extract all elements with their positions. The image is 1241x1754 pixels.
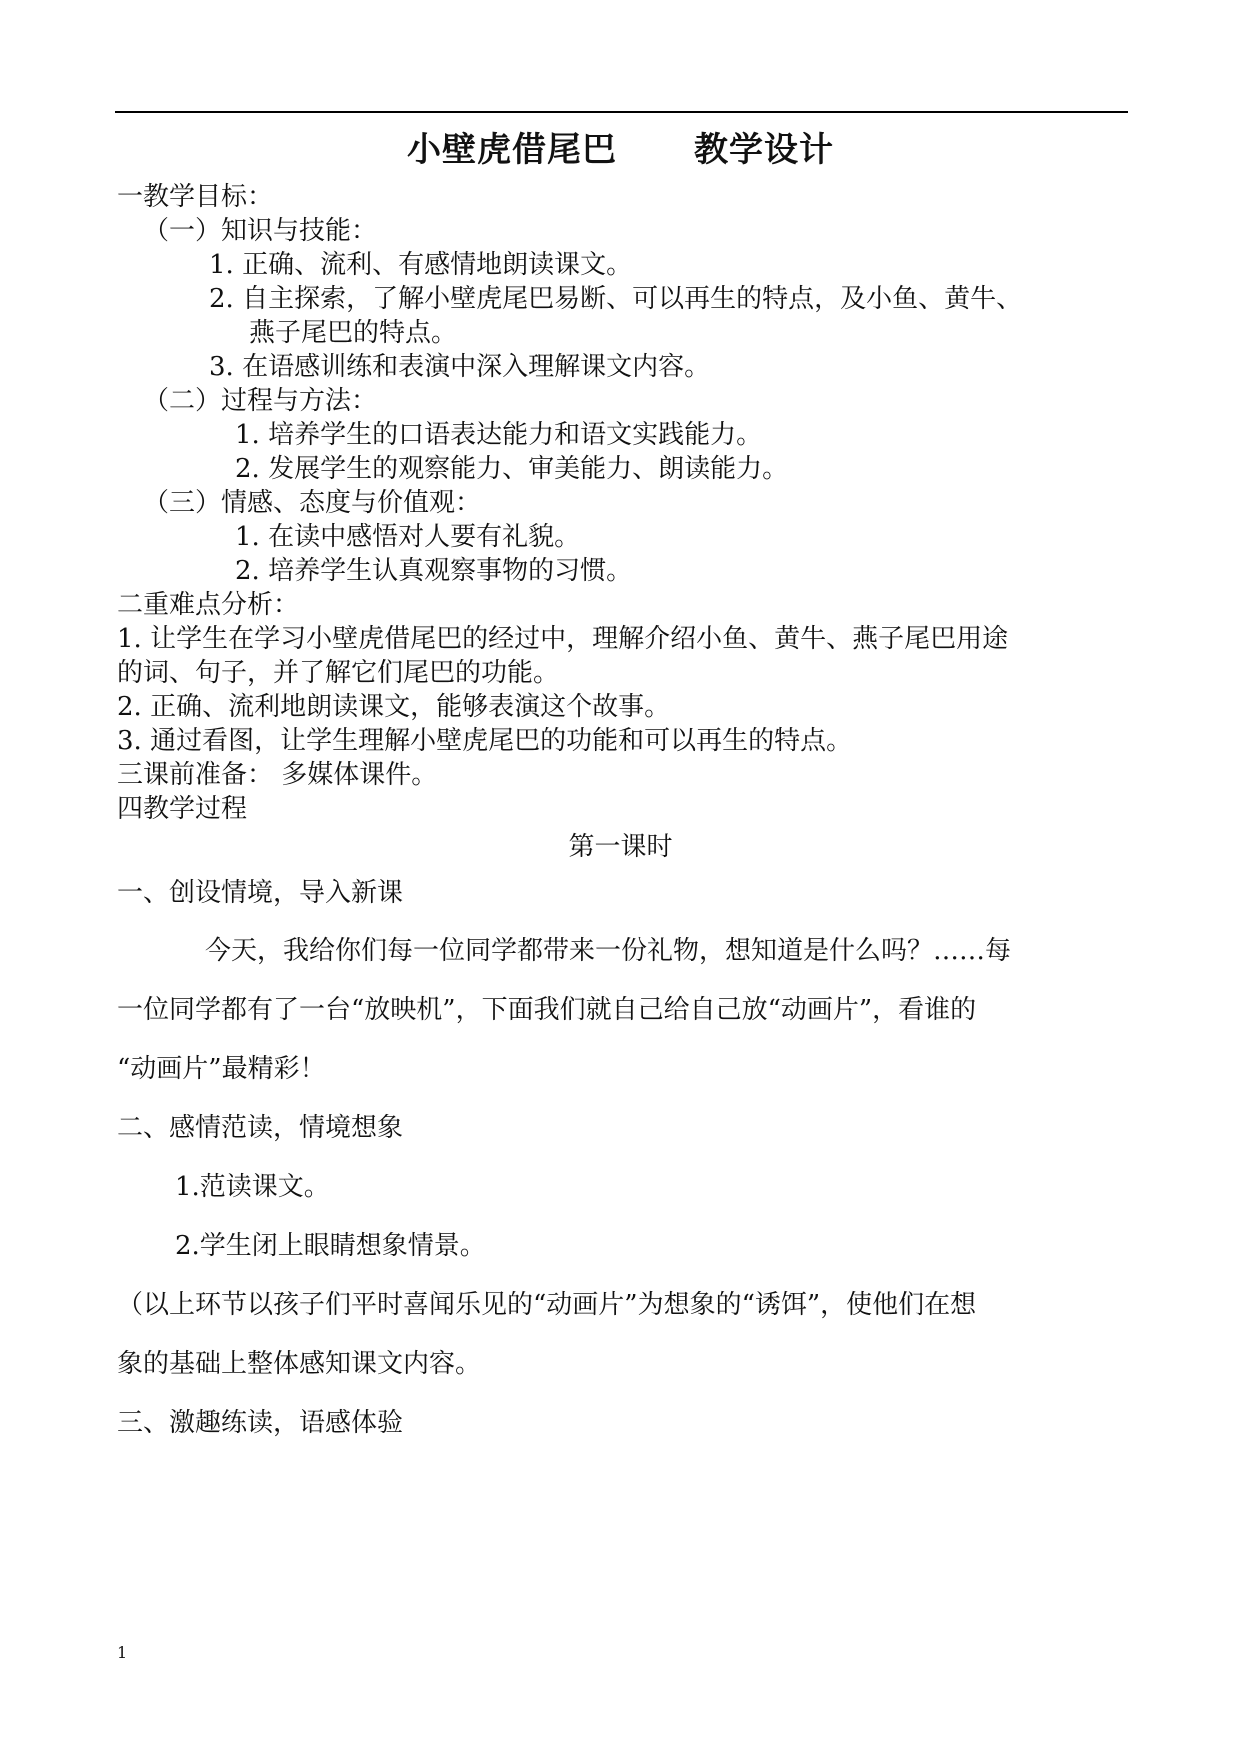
process-item: 2. 发展学生的观察能力、审美能力、朗读能力。 xyxy=(235,454,789,484)
objectives-heading: 一教学目标： xyxy=(117,182,274,212)
section2-heading: 二、感情范读，情境想象 xyxy=(117,1113,404,1143)
knowledge-item-continued: 燕子尾巴的特点。 xyxy=(249,318,458,348)
difficulty-line: 2. 正确、流利地朗读课文，能够表演这个故事。 xyxy=(117,692,671,722)
knowledge-item: 1. 正确、流利、有感情地朗读课文。 xyxy=(209,250,633,280)
section2-note-line: （以上环节以孩子们平时喜闻乐见的“动画片”为想象的“诱饵”，使他们在想 xyxy=(117,1290,977,1320)
preparation: 三课前准备： 多媒体课件。 xyxy=(117,760,438,790)
section3-heading: 三、激趣练读，语感体验 xyxy=(117,1408,404,1438)
lesson-label: 第一课时 xyxy=(568,832,673,862)
section1-heading: 一、创设情境，导入新课 xyxy=(117,878,404,908)
section2-item: 2.学生闭上眼睛想象情景。 xyxy=(175,1231,486,1261)
header-rule xyxy=(115,111,1128,113)
section1-paragraph-line: “动画片”最精彩！ xyxy=(117,1054,326,1084)
knowledge-heading: （一）知识与技能： xyxy=(143,216,378,246)
emotion-heading: （三）情感、态度与价值观： xyxy=(143,488,482,518)
difficulty-line: 1. 让学生在学习小壁虎借尾巴的经过中，理解介绍小鱼、黄牛、燕子尾巴用途 xyxy=(117,624,1009,654)
section1-paragraph-line: 今天，我给你们每一位同学都带来一份礼物，想知道是什么吗？……每 xyxy=(205,936,1012,966)
difficulty-heading: 二重难点分析： xyxy=(117,590,300,620)
document-title: 小壁虎借尾巴 教学设计 xyxy=(406,130,835,170)
knowledge-item: 2. 自主探索，了解小壁虎尾巴易断、可以再生的特点，及小鱼、黄牛、 xyxy=(209,284,1023,314)
difficulty-line: 3. 通过看图，让学生理解小壁虎尾巴的功能和可以再生的特点。 xyxy=(117,726,853,756)
process-item: 1. 培养学生的口语表达能力和语文实践能力。 xyxy=(235,420,763,450)
difficulty-line: 的词、句子，并了解它们尾巴的功能。 xyxy=(117,658,560,688)
knowledge-item: 3. 在语感训练和表演中深入理解课文内容。 xyxy=(209,352,711,382)
section1-paragraph-line: 一位同学都有了一台“放映机”，下面我们就自己给自己放“动画片”，看谁的 xyxy=(117,995,977,1025)
emotion-item: 2. 培养学生认真观察事物的习惯。 xyxy=(235,556,633,586)
section2-item: 1.范读课文。 xyxy=(175,1172,330,1202)
procedure-heading: 四教学过程 xyxy=(117,794,248,824)
page-number: 1 xyxy=(117,1643,128,1662)
process-heading: （二）过程与方法： xyxy=(143,386,378,416)
section2-note-line: 象的基础上整体感知课文内容。 xyxy=(117,1349,482,1379)
emotion-item: 1. 在读中感悟对人要有礼貌。 xyxy=(235,522,581,552)
